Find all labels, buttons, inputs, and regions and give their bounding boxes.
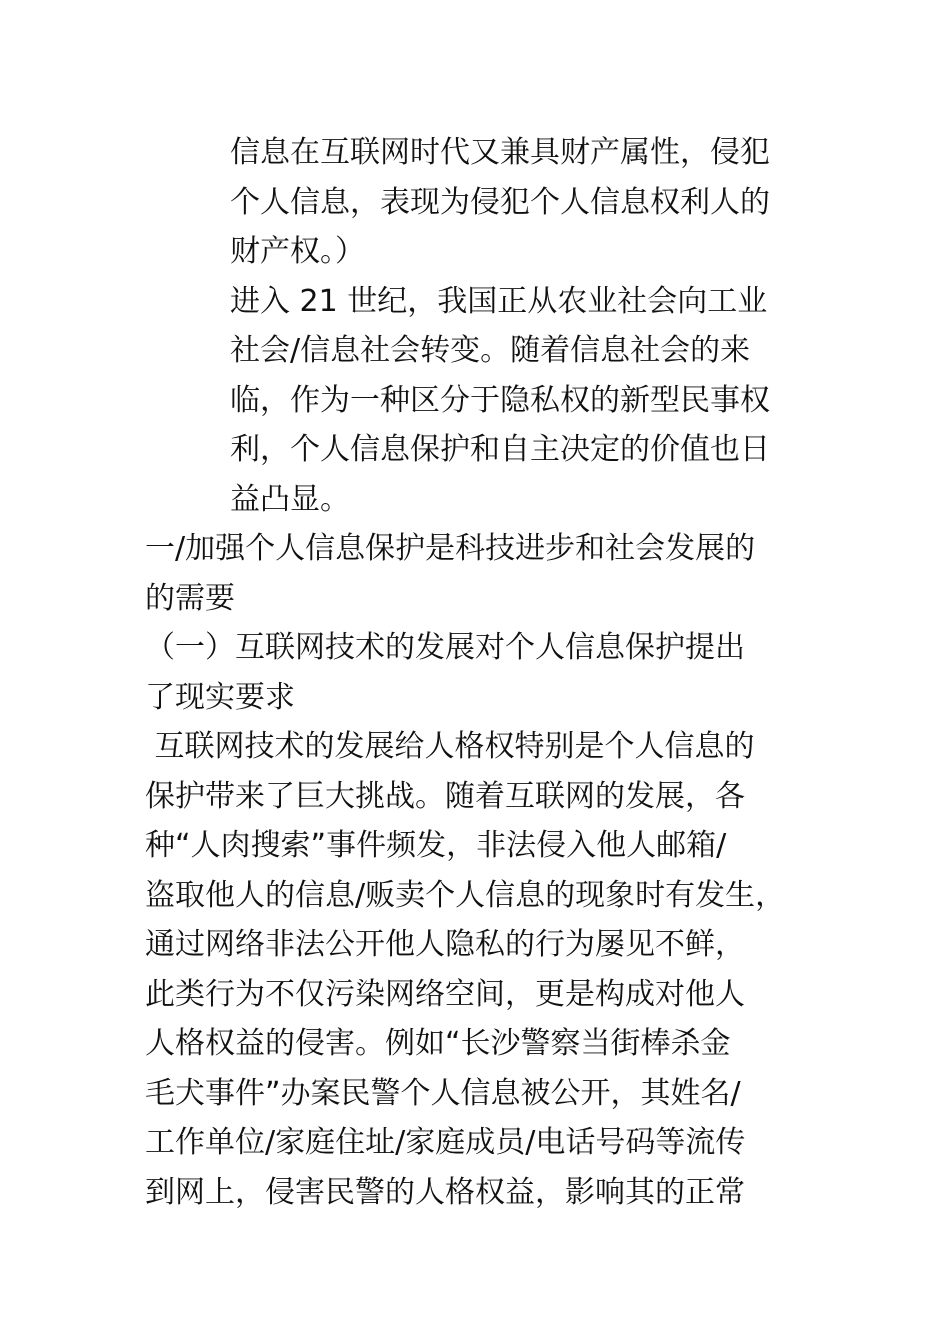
paragraph-line: 益凸显。 [230, 481, 350, 517]
paragraph-line: 社会/信息社会转变。随着信息社会的来 [230, 333, 751, 368]
document-body [0, 128, 950, 1217]
paragraph-line: 毛犬事件”办案民警个人信息被公开，其姓名/ [145, 1075, 741, 1111]
paragraph-line: 盗取他人的信息/贩卖个人信息的现象时有发生， [145, 877, 786, 913]
section-heading-continued: 的需要 [145, 580, 235, 616]
paragraph-line: 互联网技术的发展给人格权特别是个人信息的 [145, 729, 755, 764]
section-heading: 一/加强个人信息保护是科技进步和社会发展的 [145, 531, 756, 566]
paragraph-line: 利，个人信息保护和自主决定的价值也日 [230, 432, 770, 467]
paragraph-line: 此类行为不仅污染网络空间，更是构成对他人 [145, 976, 745, 1012]
paragraph-line: 种“人肉搜索”事件频发，非法侵入他人邮箱/ [145, 828, 727, 863]
paragraph-line: 通过网络非法公开他人隐私的行为屡见不鲜， [145, 927, 745, 962]
subsection-heading-continued: 了现实要求 [145, 679, 295, 715]
subsection-heading: （一）互联网技术的发展对个人信息保护提出 [145, 630, 745, 665]
paragraph-line: 保护带来了巨大挑战。随着互联网的发展，各 [145, 778, 745, 814]
paragraph-line: 到网上，侵害民警的人格权益，影响其的正常 [145, 1174, 745, 1210]
paragraph-line: 个人信息，表现为侵犯个人信息权利人的 [230, 184, 770, 220]
paragraph-line: 财产权。） [230, 234, 365, 269]
paragraph-line: 临，作为一种区分于隐私权的新型民事权 [230, 382, 770, 418]
paragraph-line: 工作单位/家庭住址/家庭成员/电话号码等流传 [145, 1125, 746, 1160]
paragraph-line: 进入 21 世纪，我国正从农业社会向工业 [230, 283, 768, 319]
paragraph-line: 人格权益的侵害。例如“长沙警察当街棒杀金 [145, 1026, 731, 1061]
paragraph-line: 信息在互联网时代又兼具财产属性，侵犯 [230, 135, 770, 170]
